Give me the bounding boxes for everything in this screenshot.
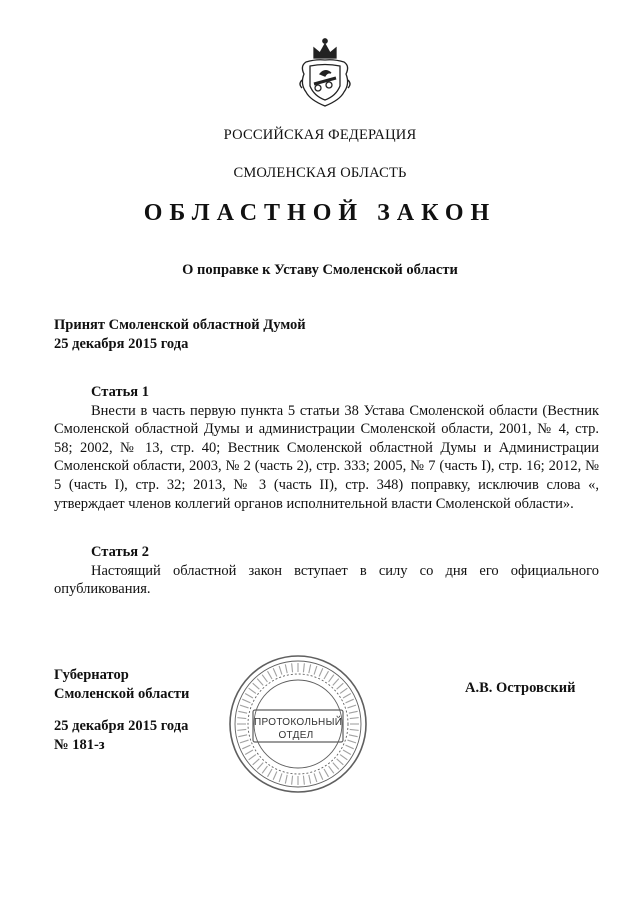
adoption-block <box>54 316 306 354</box>
seal-label-line: ПРОТОКОЛЬНЫЙ <box>254 717 343 728</box>
adoption-date: 25 декабря 2015 года <box>54 336 189 352</box>
document-type-heading: ОБЛАСТНОЙ ЗАКОН <box>143 200 497 226</box>
article-text: Внести в часть первую пункта 5 статьи 38 Устава Смоленской области (Вестник Смоленской областной Думы и администрации Смоленской области, 2001, № 4, стр. 58; 2002, № 13, стр. 40; Вестник Смоленской областной Думы и Администрации Смоленской области, 2003, № 2 (часть 2), стр. 333; 2005, № 7 (часть I), стр. 16; 2012, № 5 (часть I), стр. 32; 2013, № 3 (часть II), стр. 348) поправку, исключив слова «, утверждает членов коллегий органов исполнительной власти Смоленской области». <box>54 402 599 512</box>
country-heading: РОССИЙСКАЯ ФЕДЕРАЦИЯ <box>223 127 417 143</box>
article-heading: Статья 1 <box>91 384 149 400</box>
seal-center-label <box>254 716 343 742</box>
region-heading: СМОЛЕНСКАЯ ОБЛАСТЬ <box>233 165 407 181</box>
signing-date: 25 декабря 2015 года <box>54 718 189 734</box>
seal-label-line: ОТДЕЛ <box>278 730 314 741</box>
signer-name: А.В. Островский <box>465 680 576 696</box>
article-heading: Статья 2 <box>91 544 149 560</box>
signer-position-line: Смоленской области <box>54 686 190 702</box>
article-1 <box>54 383 599 513</box>
document-title: О поправке к Уставу Смоленской области <box>182 262 458 278</box>
law-number: № 181-з <box>54 737 105 753</box>
adoption-line: Принят Смоленской областной Думой <box>54 317 306 333</box>
signer-position <box>54 666 189 704</box>
article-2 <box>54 543 599 599</box>
signing-date-block <box>54 717 188 755</box>
article-text: Настоящий областной закон вступает в силу со дня его официального опубликования. <box>54 562 599 598</box>
coat-of-arms-emblem <box>296 36 354 112</box>
signer-position-line: Губернатор <box>54 667 129 683</box>
